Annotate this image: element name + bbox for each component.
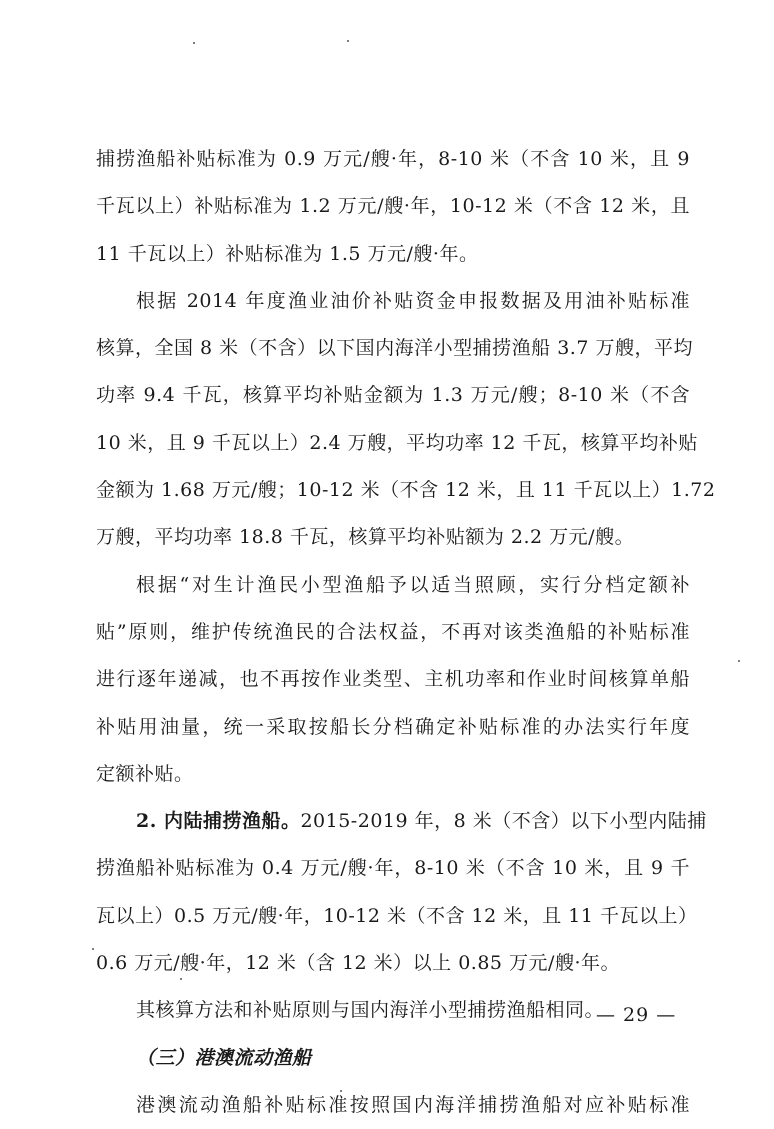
page-number: — 29 — — [596, 1004, 677, 1026]
paragraph-line: 核算，全国 8 米（不含）以下国内海洋小型捕捞渔船 3.7 万艘，平均 — [96, 337, 693, 360]
inland-paragraph-first-line — [96, 798, 707, 845]
paragraph-line: 补贴用油量，统一采取按船长分档确定补贴标准的办法实行年度 — [96, 715, 690, 738]
paragraph-line: 千瓦以上）补贴标准为 1.2 万元/艘·年，10-12 米（不含 12 米，且 — [96, 195, 690, 218]
paragraph-line: 11 千瓦以上）补贴标准为 1.5 万元/艘·年。 — [96, 242, 479, 265]
inland-heading: 2. 内陆捕捞渔船。 — [136, 810, 301, 833]
paragraph-line: 根据 2014 年度渔业油价补贴资金申报数据及用油补贴标准 — [136, 289, 690, 312]
scan-speck — [193, 42, 195, 44]
paragraph-line: 10 米，且 9 千瓦以上）2.4 万艘，平均功率 12 千瓦，核算平均补贴 — [96, 431, 698, 454]
paragraph-line: 捕捞渔船补贴标准为 0.9 万元/艘·年，8-10 米（不含 10 米，且 9 — [96, 148, 690, 170]
paragraph-line: 其核算方法和补贴原则与国内海洋小型捕捞渔船相同。 — [136, 999, 605, 1022]
scan-speck — [180, 978, 182, 980]
paragraph-line: 瓦以上）0.5 万元/艘·年，10-12 米（不含 12 米，且 11 千瓦以上） — [96, 904, 698, 927]
paragraph-line: 捞渔船补贴标准为 0.4 万元/艘·年，8-10 米（不含 10 米，且 9 千 — [96, 857, 690, 880]
paragraph-line: 贴”原则，维护传统渔民的合法权益，不再对该类渔船的补贴标准 — [96, 620, 690, 643]
body-text — [96, 136, 716, 1129]
scan-speck — [738, 660, 740, 662]
paragraph-line: 港澳流动渔船补贴标准按照国内海洋捕捞渔船对应补贴标准 — [136, 1093, 690, 1116]
paragraph-line: 定额补贴。 — [96, 762, 194, 785]
scan-speck — [340, 1090, 342, 1092]
paragraph-line: 0.6 万元/艘·年，12 米（含 12 米）以上 0.85 万元/艘·年。 — [96, 952, 620, 975]
paragraph-line: 万艘，平均功率 18.8 千瓦，核算平均补贴额为 2.2 万元/艘。 — [96, 526, 635, 549]
section-heading: （三）港澳流动渔船 — [136, 1046, 312, 1069]
inland-text: 2015-2019 年，8 米（不含）以下小型内陆捕 — [300, 810, 707, 833]
paragraph-line: 进行逐年递减，也不再按作业类型、主机功率和作业时间核算单船 — [96, 668, 690, 691]
scan-speck — [92, 948, 94, 950]
paragraph-line: 根据“对生计渔民小型渔船予以适当照顾，实行分档定额补 — [136, 573, 690, 596]
paragraph-line: 功率 9.4 千瓦，核算平均补贴金额为 1.3 万元/艘；8-10 米（不含 — [96, 384, 690, 407]
paragraph-line: 金额为 1.68 万元/艘；10-12 米（不含 12 米，且 11 千瓦以上）1.72 — [96, 479, 716, 502]
scan-speck — [347, 40, 349, 42]
